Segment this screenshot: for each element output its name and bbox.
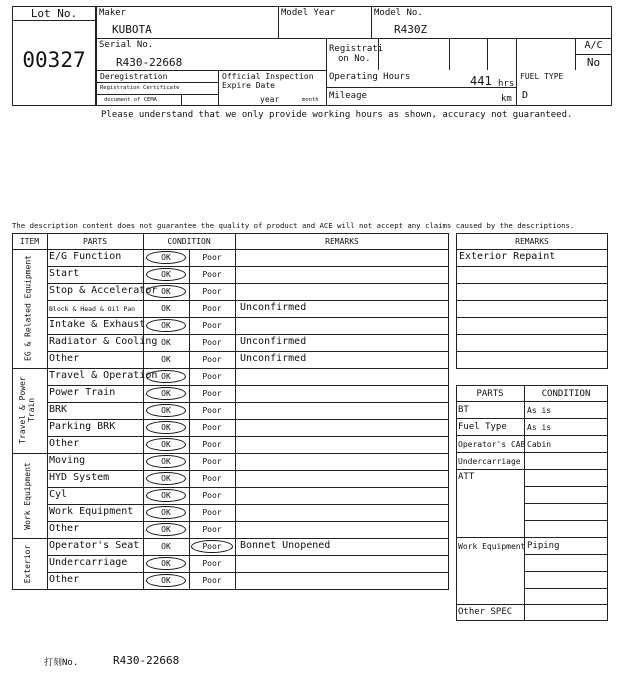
registration-certificate-label: Registration Certificate <box>100 85 180 91</box>
ok-selected-circle <box>146 523 186 536</box>
serial-label: Serial No. <box>99 40 154 50</box>
condition-row-part: Work Equipment <box>49 506 134 517</box>
condition-row-part: Block & Head & Oil Pan <box>49 305 136 313</box>
model-year-label: Model Year <box>281 8 336 18</box>
condition-row-part: Parking BRK <box>49 421 116 432</box>
model-no-label: Model No. <box>374 8 423 18</box>
fuel-type-label: FUEL TYPE <box>520 72 564 81</box>
condition-row-remark: Unconfirmed <box>240 302 307 313</box>
ok-selected-circle <box>146 421 186 434</box>
condition-poor-option[interactable]: Poor <box>202 491 222 500</box>
stamp-number-label: 打刻No. <box>44 658 79 668</box>
condition-ok-option[interactable]: OK <box>161 440 171 449</box>
condition-poor-option[interactable]: Poor <box>202 406 222 415</box>
group-label-travel: Travel & Power Train <box>18 376 36 444</box>
condition-poor-option[interactable]: Poor <box>202 253 222 262</box>
deregistration-label: Deregistration <box>100 72 168 81</box>
parts-operator-cab-condition: Cabin <box>527 440 552 449</box>
hrs-unit: hrs <box>498 79 515 89</box>
condition-ok-option[interactable]: OK <box>161 576 171 585</box>
parts-bt-condition: As is <box>527 406 552 415</box>
condition-poor-option[interactable]: Poor <box>202 559 222 568</box>
parts-undercarriage: Undercarriage <box>458 457 521 466</box>
condition-ok-option[interactable]: OK <box>161 270 171 279</box>
parts-header: PARTS <box>82 237 108 246</box>
inspection-label: Official Inspection <box>222 72 314 81</box>
condition-poor-option[interactable]: Poor <box>202 440 222 449</box>
poor-selected-circle <box>191 540 233 553</box>
parts-fuel-type: Fuel Type <box>458 422 507 432</box>
condition-row-remark: Bonnet Unopened <box>240 540 331 551</box>
condition-poor-option[interactable]: Poor <box>202 270 222 279</box>
item-header: ITEM <box>19 237 40 246</box>
condition-row-part: Other <box>49 574 80 585</box>
condition-row-part: Moving <box>49 455 86 466</box>
ok-selected-circle <box>146 438 186 451</box>
ok-selected-circle <box>146 251 186 264</box>
ok-selected-circle <box>146 370 186 383</box>
parts-bt: BT <box>458 405 469 415</box>
condition-ok-option[interactable]: OK <box>161 389 171 398</box>
condition-row-part: Other <box>49 438 80 449</box>
condition-poor-option[interactable]: Poor <box>202 576 222 585</box>
lot-number: 00327 <box>22 48 86 72</box>
stamp-number-value: R430-22668 <box>113 654 180 667</box>
year-label: year <box>260 95 280 104</box>
group-label-work: Work Equipment <box>23 462 32 530</box>
condition-poor-option[interactable]: Poor <box>202 508 222 517</box>
condition-row-part: Stop & Accelerator <box>49 285 158 296</box>
group-label-exterior: Exterior <box>23 544 32 584</box>
parts-work-equipment-condition: Piping <box>527 541 560 551</box>
condition-row-part: Radiator & Cooling <box>49 336 158 347</box>
fuel-type-value: D <box>522 90 529 101</box>
parts-operator-cab: Operator's CAB <box>458 440 526 449</box>
condition-poor-option[interactable]: Poor <box>202 372 222 381</box>
condition-ok-option[interactable]: OK <box>161 338 171 347</box>
ac-value: No <box>586 56 601 69</box>
ok-selected-circle <box>146 387 186 400</box>
condition-row-remark: Unconfirmed <box>240 336 307 347</box>
operating-hours-value: 441 <box>470 74 492 88</box>
ok-selected-circle <box>146 506 186 519</box>
ok-selected-circle <box>146 472 186 485</box>
ok-selected-circle <box>146 285 186 298</box>
remarks-box-header: REMARKS <box>515 237 549 246</box>
condition-ok-option[interactable]: OK <box>161 457 171 466</box>
condition-poor-option[interactable]: Poor <box>202 474 222 483</box>
condition-ok-option[interactable]: OK <box>161 491 171 500</box>
condition-row-part: E/G Function <box>49 251 122 262</box>
serial-value: R430-22668 <box>116 56 183 69</box>
condition-ok-option[interactable]: OK <box>161 253 171 262</box>
condition-poor-option[interactable]: Poor <box>202 457 222 466</box>
condition-ok-option[interactable]: OK <box>161 355 171 364</box>
condition-row-part: Travel & Operation <box>49 370 158 381</box>
ok-selected-circle <box>146 268 186 281</box>
condition-ok-option[interactable]: OK <box>161 372 171 381</box>
condition-ok-option[interactable]: OK <box>161 508 171 517</box>
group-label-eg: EG & Related Equipment <box>23 255 33 361</box>
parts-other-spec: Other SPEC <box>458 607 513 617</box>
maker-label: Maker <box>99 8 127 18</box>
condition-ok-option[interactable]: OK <box>161 304 171 313</box>
ac-label: A/C <box>584 40 603 51</box>
condition-poor-option[interactable]: Poor <box>202 321 222 330</box>
model-no-value: R430Z <box>394 23 428 36</box>
condition-poor-option[interactable]: Poor <box>202 338 222 347</box>
condition-poor-option[interactable]: Poor <box>202 304 222 313</box>
month-label: month <box>302 97 319 103</box>
parts-work-equipment: Work Equipment <box>458 542 526 551</box>
condition-ok-option[interactable]: OK <box>161 525 171 534</box>
parts-box-parts-header: PARTS <box>476 389 504 399</box>
km-unit: km <box>501 94 512 104</box>
condition-row-part: HYD System <box>49 472 110 483</box>
condition-row-part: BRK <box>49 404 68 415</box>
description-disclaimer: The description content does not guarantee the quality of product and ACE will not accept any claims caused by the descriptions. <box>12 221 575 230</box>
condition-poor-option[interactable]: Poor <box>202 355 222 364</box>
condition-row-part: Undercarriage <box>49 557 128 568</box>
registration-label-2: on No. <box>338 54 371 64</box>
condition-ok-option[interactable]: OK <box>161 287 171 296</box>
inspection-label-2: Expire Date <box>222 81 275 90</box>
registration-label: Registrati <box>329 44 384 54</box>
condition-header: CONDITION <box>167 237 211 246</box>
condition-row-part: Other <box>49 353 80 364</box>
hours-disclaimer: Please understand that we only provide working hours as shown, accuracy not guaranteed. <box>101 110 573 120</box>
ok-selected-circle <box>146 557 186 570</box>
maker-value: KUBOTA <box>112 23 152 36</box>
parts-fuel-type-condition: As is <box>527 423 552 432</box>
condition-poor-option[interactable]: Poor <box>202 423 222 432</box>
ok-selected-circle <box>146 404 186 417</box>
condition-poor-option[interactable]: Poor <box>202 525 222 534</box>
condition-ok-option[interactable]: OK <box>161 559 171 568</box>
operating-hours-label: Operating Hours <box>329 72 411 82</box>
condition-ok-option[interactable]: OK <box>161 542 171 551</box>
ok-selected-circle <box>146 319 186 332</box>
cema-label: document of CEMA <box>104 97 157 103</box>
remarks-box-line: Exterior Repaint <box>459 251 556 262</box>
condition-ok-option[interactable]: OK <box>161 321 171 330</box>
parts-box-condition-header: CONDITION <box>541 389 591 399</box>
condition-row-part: Start <box>49 268 80 279</box>
condition-row-part: Power Train <box>49 387 116 398</box>
condition-row-part: Other <box>49 523 80 534</box>
remarks-header: REMARKS <box>325 237 359 246</box>
condition-ok-option[interactable]: OK <box>161 406 171 415</box>
condition-row-remark: Unconfirmed <box>240 353 307 364</box>
condition-poor-option[interactable]: Poor <box>202 389 222 398</box>
ok-selected-circle <box>146 574 186 587</box>
ok-selected-circle <box>146 455 186 468</box>
mileage-label: Mileage <box>329 91 367 101</box>
condition-poor-option[interactable]: Poor <box>202 287 222 296</box>
condition-ok-option[interactable]: OK <box>161 474 171 483</box>
ok-selected-circle <box>146 489 186 502</box>
condition-ok-option[interactable]: OK <box>161 423 171 432</box>
condition-row-part: Operator's Seat <box>49 540 140 551</box>
condition-poor-option[interactable]: Poor <box>202 542 222 551</box>
condition-row-part: Intake & Exhaust <box>49 319 146 330</box>
parts-att: ATT <box>458 472 475 482</box>
condition-row-part: Cyl <box>49 489 68 500</box>
lot-label: Lot No. <box>30 7 78 20</box>
